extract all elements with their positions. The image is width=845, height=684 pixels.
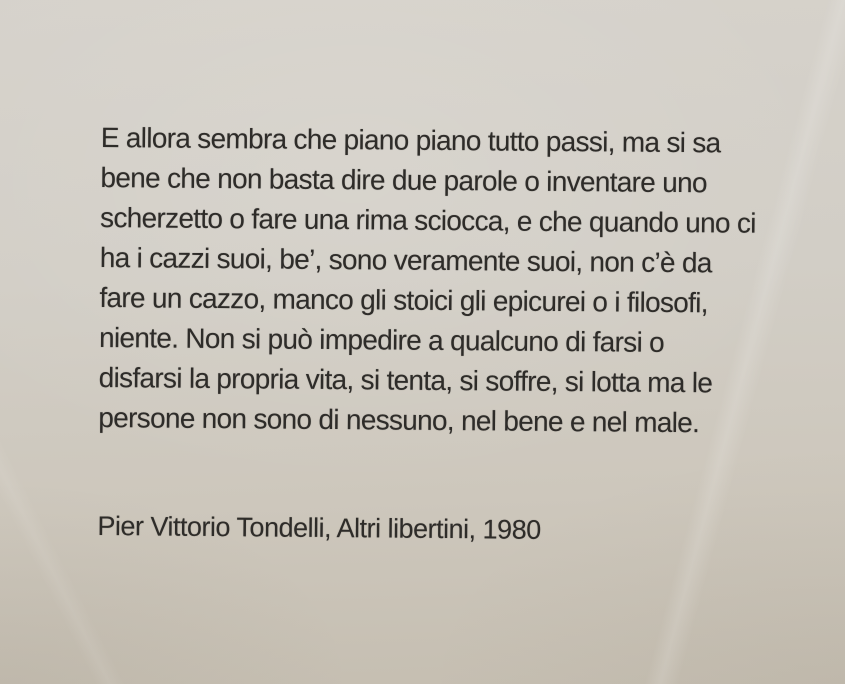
quote-line: niente. Non si può impedire a qualcuno di farsi o: [98, 321, 665, 358]
attribution-line: Pier Vittorio Tondelli, Altri libertini, 1980: [97, 510, 541, 545]
printed-text-block: [97, 118, 801, 552]
quote-line: ha i cazzi suoi, be’, sono veramente suoi, non c’è da: [99, 241, 712, 279]
quote-line: persone non sono di nessuno, nel bene e nel male.: [98, 401, 700, 439]
quote-line: bene che non basta dire due parole o inventare uno: [100, 161, 707, 199]
quote-line: disfarsi la propria vita, si tenta, si soffre, si lotta ma le: [98, 361, 713, 399]
quote-line: fare un cazzo, manco gli stoici gli epicurei o i filosofi,: [99, 281, 708, 319]
quote-line: scherzetto o fare una rima sciocca, e che quando uno ci: [99, 201, 756, 239]
quote-line: E allora sembra che piano piano tutto passi, ma si sa: [100, 121, 721, 159]
quote-paragraph: [98, 118, 801, 444]
